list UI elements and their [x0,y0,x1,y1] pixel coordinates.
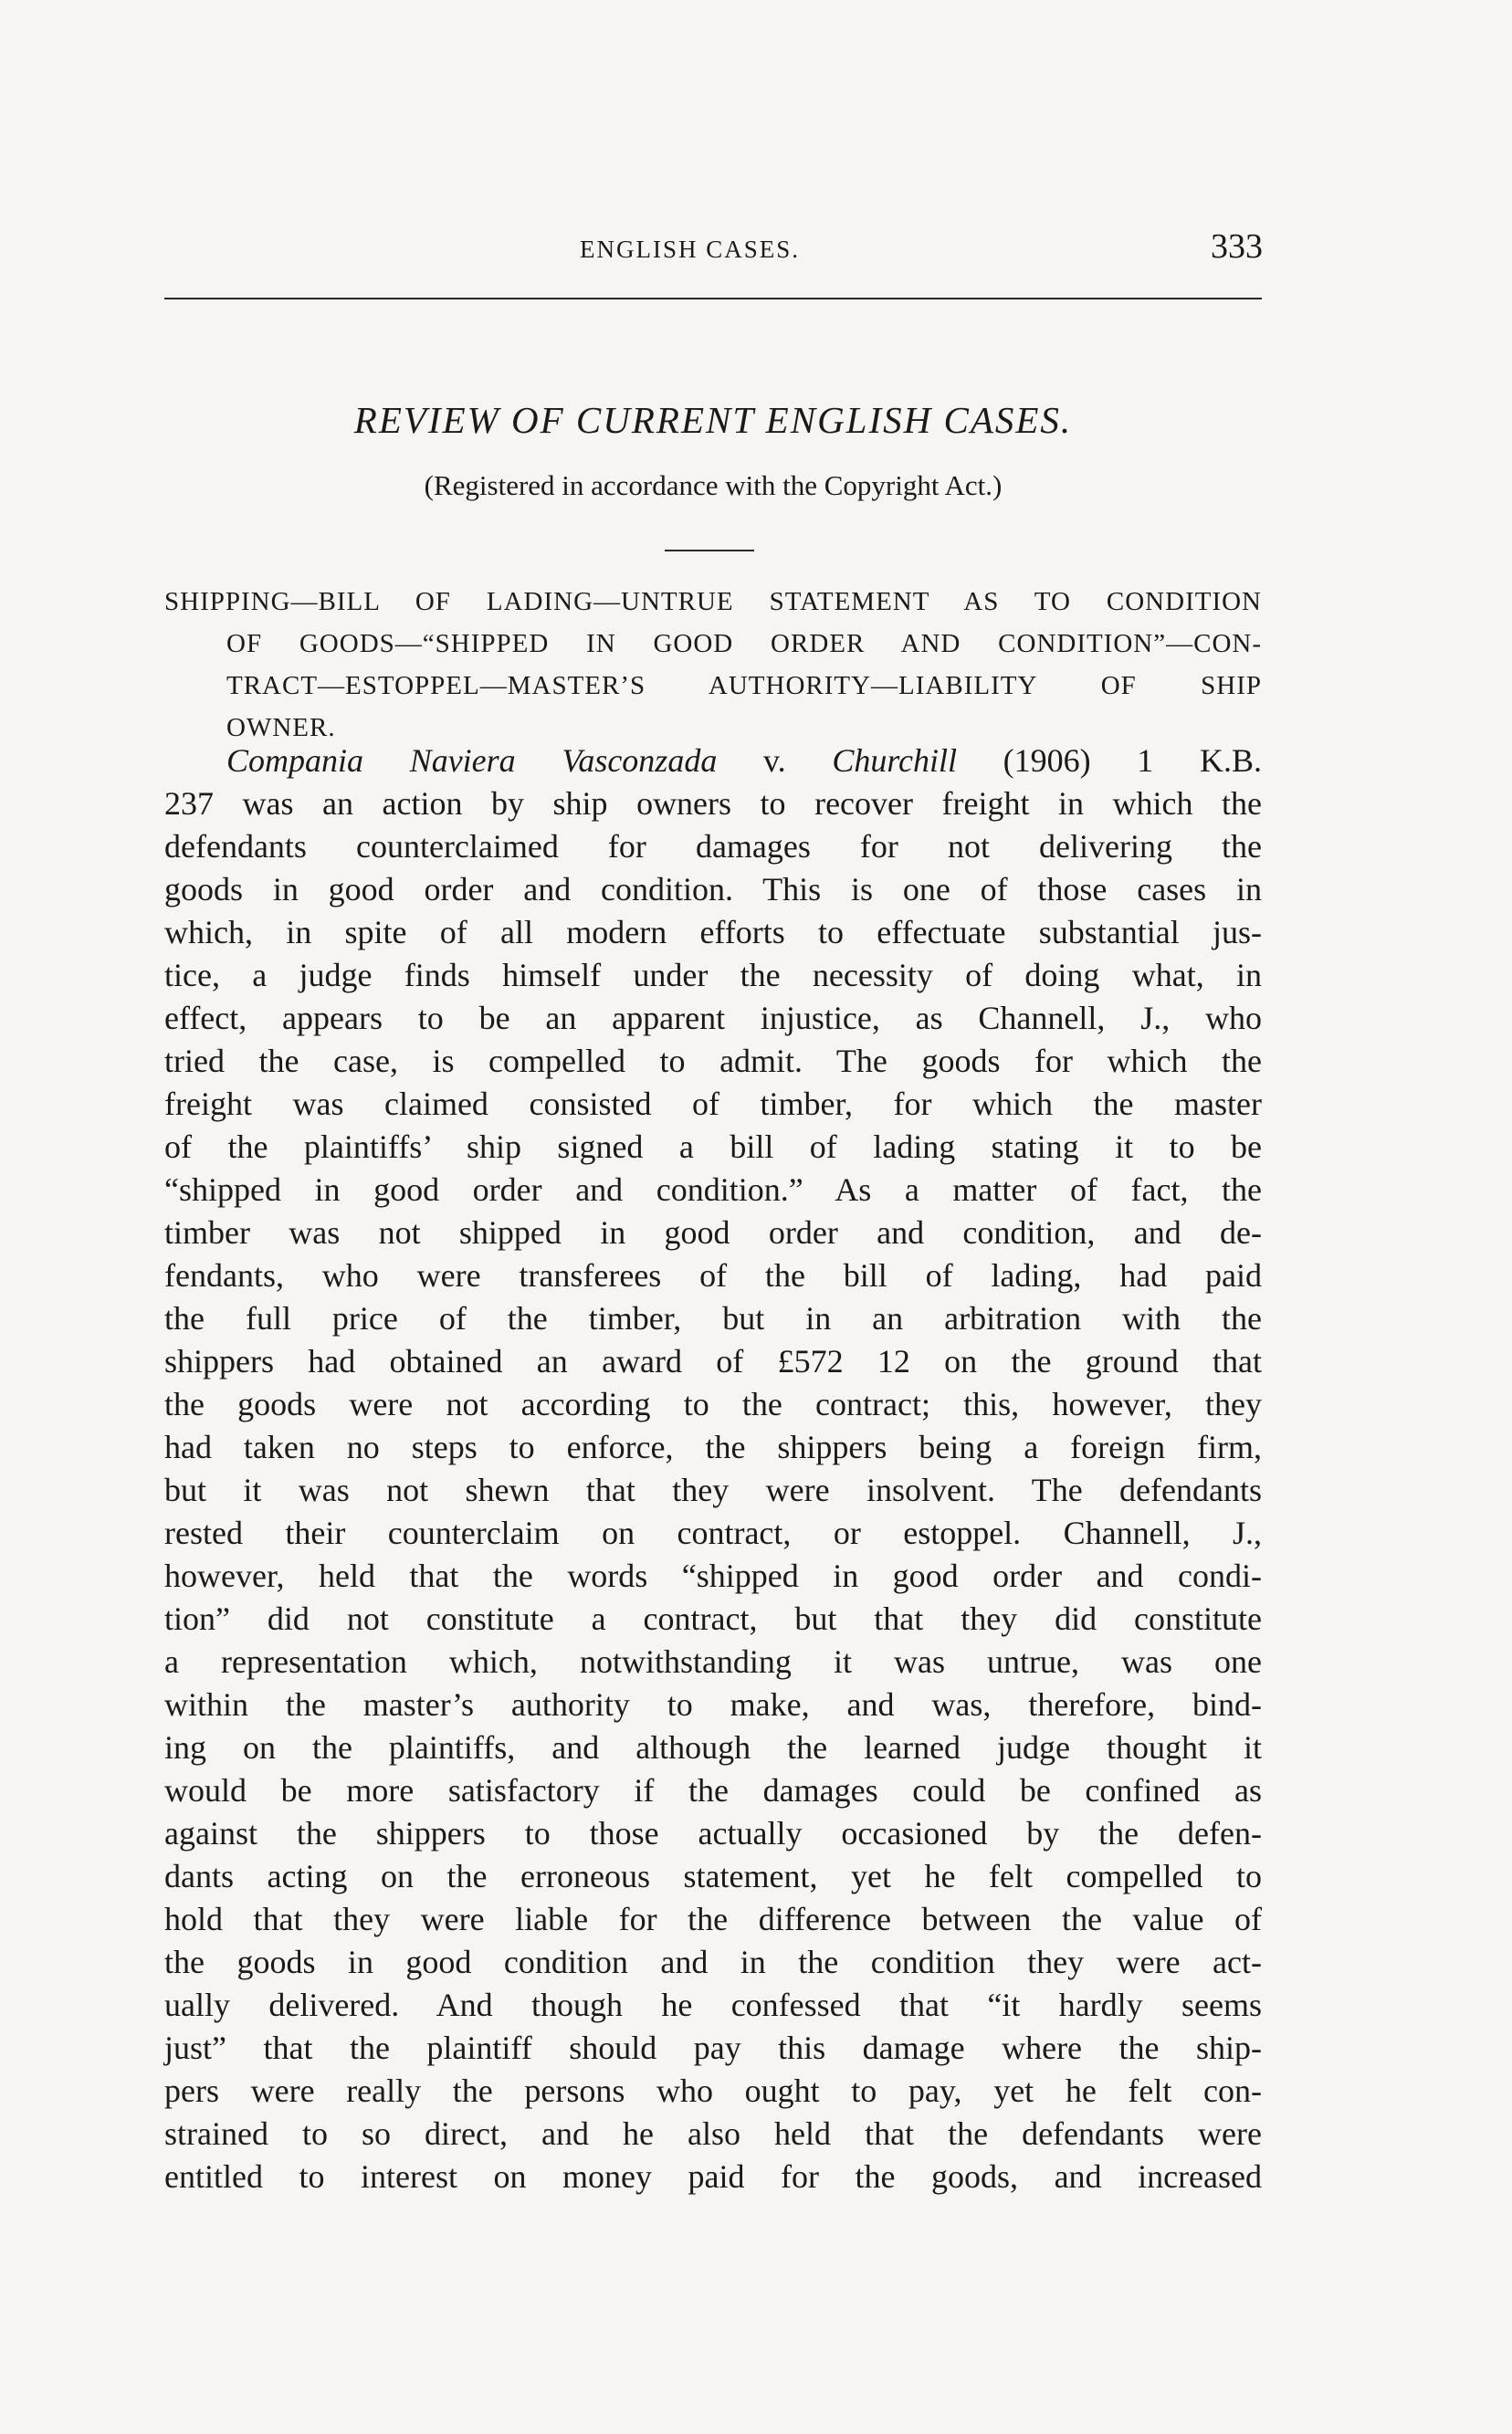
copyright-note: (Registered in accordance with the Copyright Act.) [424,469,1003,501]
headnote-line: SHIPPING—BILL OF LADING—UNTRUE STATEMENT AS TO CONDITION [164,587,1262,616]
body-line: goods in good order and condition. This is one of those cases in [164,871,1262,908]
headnote-line: OF GOODS—“SHIPPED IN GOOD ORDER AND CONDITION”—CON- [226,629,1262,658]
body-line: fendants, who were transferees of the bill of lading, had paid [164,1257,1262,1294]
headnote-line: TRACT—ESTOPPEL—MASTER’S AUTHORITY—LIABILITY OF SHIP [226,671,1262,700]
running-head-title: ENGLISH CASES. [580,236,801,263]
body-line: freight was claimed consisted of timber, for which the master [164,1086,1262,1122]
body-line: rested their counterclaim on contract, or estoppel. Channell, J., [164,1515,1262,1551]
header-rule [164,298,1262,299]
body-line: ing on the plaintiffs, and although the learned judge thought it [164,1729,1262,1766]
case-versus: v. [717,742,833,779]
headnote-line: OWNER. [226,713,336,742]
body-line: entitled to interest on money paid for the goods, and increased [164,2158,1262,2195]
section-divider [665,550,754,551]
body-line: “shipped in good order and condition.” As a matter of fact, the [164,1171,1262,1208]
case-citation: (1906) 1 K.B. [957,742,1262,779]
section-title: REVIEW OF CURRENT ENGLISH CASES. [353,399,1073,441]
body-line: tried the case, is compelled to admit. The goods for which the [164,1043,1262,1079]
body-line: pers were really the persons who ought to pay, yet he felt con- [164,2072,1262,2109]
body-line: strained to so direct, and he also held that the defendants were [164,2115,1262,2152]
body-line: the goods were not according to the contract; this, however, they [164,1386,1262,1422]
body-line: hold that they were liable for the difference between the value of [164,1901,1262,1937]
running-head [164,226,1263,274]
body-line: but it was not shewn that they were insolvent. The defendants [164,1472,1262,1508]
body-line: however, held that the words “shipped in good order and condi- [164,1558,1262,1594]
body-line: had taken no steps to enforce, the shippers being a foreign firm, [164,1429,1262,1465]
body-line: defendants counterclaimed for damages for not delivering the [164,828,1262,865]
body-line: 237 was an action by ship owners to recover freight in which the [164,785,1262,822]
body-line: within the master’s authority to make, and was, therefore, bind- [164,1686,1262,1723]
body-line: would be more satisfactory if the damages could be confined as [164,1772,1262,1809]
body-line: which, in spite of all modern efforts to effectuate substantial jus- [164,914,1262,950]
body-line: dants acting on the erroneous statement, yet he felt compelled to [164,1858,1262,1894]
body-line: a representation which, notwithstanding it was untrue, was one [164,1643,1262,1680]
page-number: 333 [1211,227,1263,266]
body-line: shippers had obtained an award of £572 12 on the ground that [164,1343,1262,1380]
body-line: against the shippers to those actually occasioned by the defen- [164,1815,1262,1852]
case-party-a: Compania Naviera Vasconzada [226,742,718,779]
body-line: just” that the plaintiff should pay this damage where the ship- [164,2030,1262,2066]
body-line: timber was not shipped in good order and condition, and de- [164,1214,1262,1251]
body-line: tice, a judge finds himself under the necessity of doing what, in [164,957,1262,993]
case-party-b: Churchill [832,742,957,779]
body-line: ually delivered. And though he confessed that “it hardly seems [164,1987,1262,2023]
body-line: the full price of the timber, but in an arbitration with the [164,1300,1262,1337]
body-line: tion” did not constitute a contract, but that they did constitute [164,1600,1262,1637]
body-line: effect, appears to be an apparent injustice, as Channell, J., who [164,1000,1262,1036]
case-citation-line [164,740,1262,782]
body-line: of the plaintiffs’ ship signed a bill of lading stating it to be [164,1128,1262,1165]
body-line: the goods in good condition and in the condition they were act- [164,1944,1262,1980]
